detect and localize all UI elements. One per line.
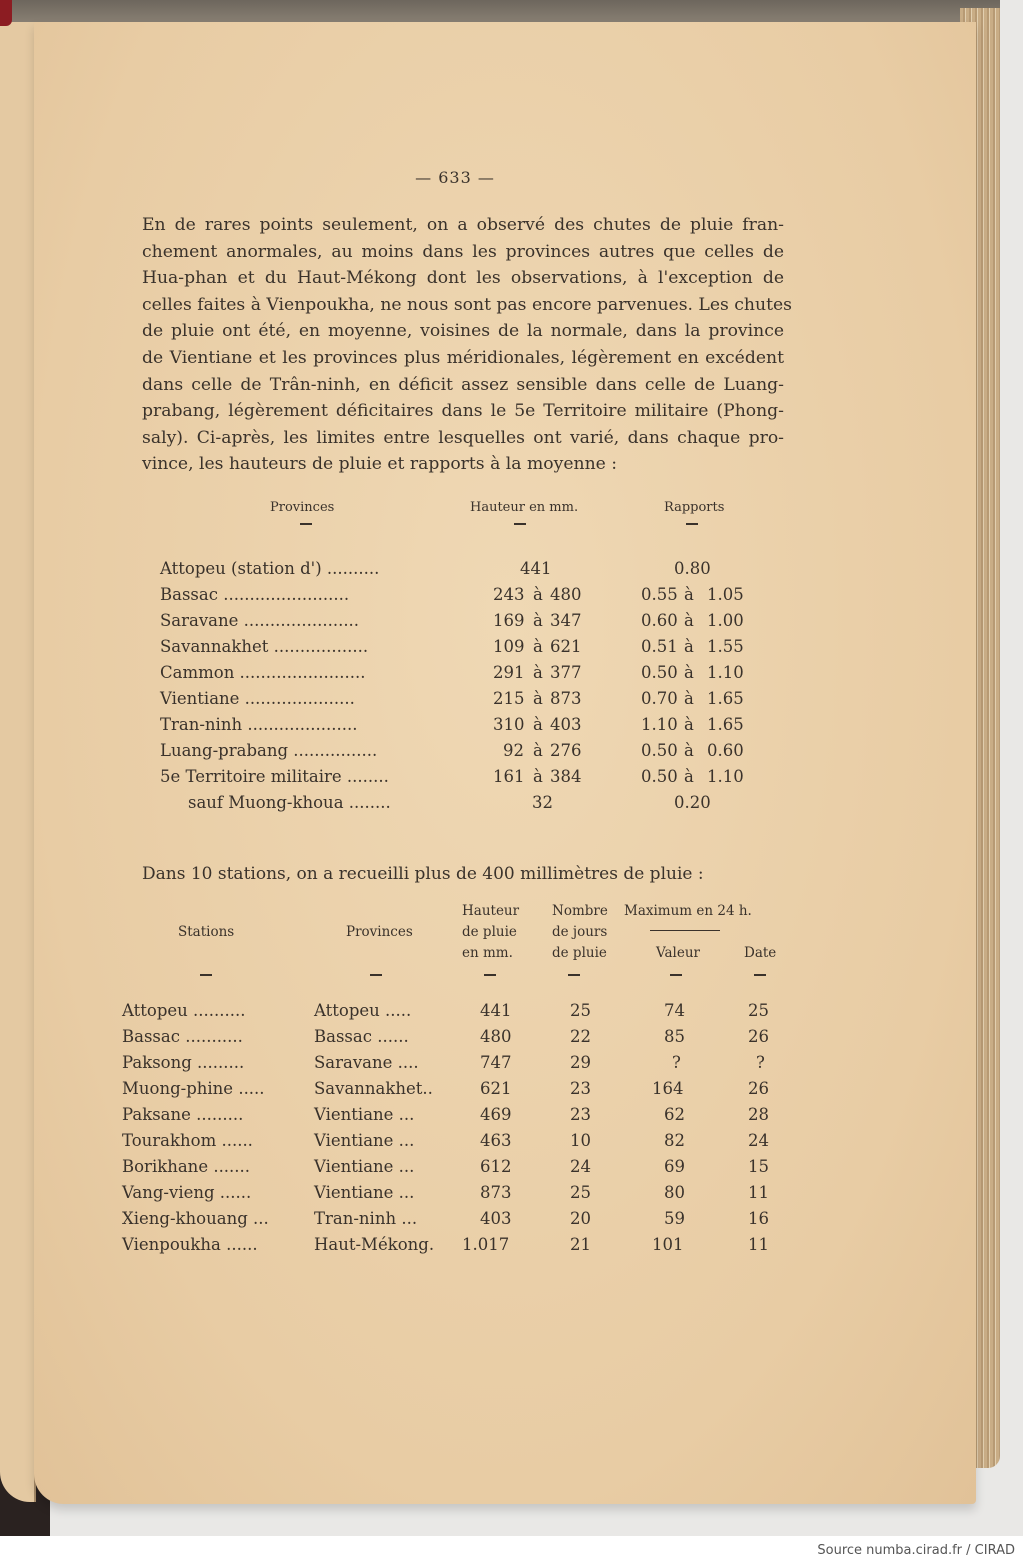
jours-value: 20	[570, 1209, 591, 1228]
date-value: 11	[748, 1235, 769, 1254]
column-header-nombre: Nombre de jours de pluie	[552, 903, 608, 961]
paragraph-line: vince, les hauteurs de pluie et rapports à la moyenne :	[142, 454, 618, 475]
hauteur-min: 169	[493, 611, 525, 630]
column-header-rapports: Rapports	[664, 500, 725, 515]
paragraph-line: En de rares points seulement, on a observé des chutes de pluie fran-	[142, 215, 784, 235]
header-dash	[754, 974, 766, 976]
table-row	[122, 1079, 802, 1105]
date-value: 25	[748, 1001, 769, 1020]
date-value: 28	[748, 1105, 769, 1124]
province-name: Vientiane ...	[314, 1131, 415, 1150]
paragraph-line: chement anormales, au moins dans les provinces autres que celles de	[142, 241, 784, 262]
rapport-max: 1.65	[707, 689, 744, 708]
table-row	[122, 1131, 802, 1157]
station-name: Paksane .........	[122, 1105, 244, 1124]
range-word: à	[533, 767, 543, 786]
column-header-maximum: Maximum en 24 h.	[624, 903, 752, 919]
hauteur-value: 480	[480, 1027, 512, 1046]
jours-value: 10	[570, 1131, 591, 1150]
paragraph-line: prabang, légèrement déficitaires dans le 5e Territoire militaire (Phong-	[142, 401, 784, 422]
hauteur-min: 291	[493, 663, 525, 682]
province-name: Savannakhet..	[314, 1079, 433, 1098]
table-row	[160, 715, 780, 741]
province-name: Saravane ....	[314, 1053, 419, 1072]
station-name: Vienpoukha ......	[122, 1235, 258, 1254]
hauteur-value: 441	[520, 559, 552, 578]
rapport-min: 0.51	[641, 637, 678, 656]
bookmark-ribbon	[0, 0, 12, 26]
province-name: Cammon ........................	[160, 663, 366, 682]
range-word: à	[533, 611, 543, 630]
rapport-min: 0.60	[641, 611, 678, 630]
province-name: Vientiane ...	[314, 1157, 415, 1176]
range-word: à	[533, 637, 543, 656]
valeur-value: 62	[664, 1105, 685, 1124]
province-name: Luang-prabang ................	[160, 741, 378, 760]
hauteur-value: 747	[480, 1053, 512, 1072]
station-name: Tourakhom ......	[122, 1131, 253, 1150]
rapport-max: 1.55	[707, 637, 744, 656]
column-header-valeur: Valeur	[656, 945, 701, 961]
table-row	[160, 689, 780, 715]
hauteur-value: 469	[480, 1105, 512, 1124]
range-word: à	[684, 715, 694, 734]
hauteur-max: 403	[550, 715, 582, 734]
header-dash	[484, 974, 496, 976]
hauteur-min: 243	[493, 585, 525, 604]
range-word: à	[684, 741, 694, 760]
table-row	[160, 559, 780, 585]
valeur-value: 101	[652, 1235, 684, 1254]
table-row	[122, 1027, 802, 1053]
province-name: Bassac ........................	[160, 585, 350, 604]
column-header-provinces: Provinces	[270, 500, 335, 515]
province-name: Vientiane ...	[314, 1183, 415, 1202]
valeur-value: 59	[664, 1209, 685, 1228]
hauteur-max: 347	[550, 611, 582, 630]
date-value: 26	[748, 1079, 769, 1098]
hauteur-max: 384	[550, 767, 582, 786]
table-row	[160, 793, 780, 819]
station-name: Vang-vieng ......	[122, 1183, 252, 1202]
hauteur-max: 621	[550, 637, 582, 656]
rapport-min: 0.70	[641, 689, 678, 708]
second-table-intro: Dans 10 stations, on a recueilli plus de 400 millimètres de pluie :	[142, 864, 704, 884]
hauteur-min: 92	[503, 741, 524, 760]
range-word: à	[533, 663, 543, 682]
station-name: Muong-phine .....	[122, 1079, 265, 1098]
column-header-stations: Stations	[178, 924, 235, 940]
hauteur-max: 377	[550, 663, 582, 682]
table-row	[122, 1001, 802, 1027]
province-name: Attopeu .....	[314, 1001, 412, 1020]
range-word: à	[684, 585, 694, 604]
rapport-max: 1.10	[707, 767, 744, 786]
province-name: 5e Territoire militaire ........	[160, 767, 389, 786]
range-word: à	[684, 663, 694, 682]
valeur-value: 74	[664, 1001, 685, 1020]
header-dash	[200, 974, 212, 976]
range-word: à	[684, 767, 694, 786]
column-header-hauteur: Hauteur de pluie en mm.	[462, 903, 520, 961]
hauteur-max: 873	[550, 689, 582, 708]
table-row	[160, 663, 780, 689]
hauteur-value: 32	[532, 793, 553, 812]
column-header-hauteur: Hauteur en mm.	[470, 500, 579, 515]
hauteur-min: 109	[493, 637, 525, 656]
paragraph-line: dans celle de Trân-ninh, en déficit assez sensible dans celle de Luang-	[142, 374, 784, 395]
province-name: Tran-ninh .....................	[160, 715, 358, 734]
range-word: à	[684, 637, 694, 656]
province-name: Saravane ......................	[160, 611, 360, 630]
date-value: 26	[748, 1027, 769, 1046]
body-paragraph	[142, 212, 792, 478]
station-name: Attopeu ..........	[122, 1001, 246, 1020]
table-row	[160, 611, 780, 637]
jours-value: 23	[570, 1105, 591, 1124]
valeur-value: 85	[664, 1027, 685, 1046]
province-name: Vientiane .....................	[160, 689, 355, 708]
station-name: Paksong .........	[122, 1053, 245, 1072]
rapport-max: 1.05	[707, 585, 744, 604]
valeur-value: 80	[664, 1183, 685, 1202]
valeur-value: 82	[664, 1131, 685, 1150]
table-row	[122, 1157, 802, 1183]
rapport-min: 0.50	[641, 767, 678, 786]
table-row	[122, 1053, 802, 1079]
rapport-min: 0.55	[641, 585, 678, 604]
left-page-edge	[0, 22, 36, 1502]
hauteur-min: 215	[493, 689, 525, 708]
paragraph-line: de pluie ont été, en moyenne, voisines de la normale, dans la province	[142, 321, 784, 342]
hauteur-value: 621	[480, 1079, 512, 1098]
province-name: sauf Muong-khoua ........	[188, 793, 391, 812]
hauteur-max: 480	[550, 585, 582, 604]
range-word: à	[684, 689, 694, 708]
header-dash	[514, 523, 526, 525]
province-name: Vientiane ...	[314, 1105, 415, 1124]
range-word: à	[684, 611, 694, 630]
jours-value: 22	[570, 1027, 591, 1046]
table-row	[122, 1235, 802, 1261]
date-value: 11	[748, 1183, 769, 1202]
paragraph-line: saly). Ci-après, les limites entre lesquelles ont varié, dans chaque pro-	[142, 427, 784, 448]
rapport-max: 1.10	[707, 663, 744, 682]
province-name: Bassac ......	[314, 1027, 409, 1046]
table-row	[122, 1209, 802, 1235]
jours-value: 23	[570, 1079, 591, 1098]
range-word: à	[533, 741, 543, 760]
hauteur-value: 403	[480, 1209, 512, 1228]
hauteur-value: 441	[480, 1001, 512, 1020]
province-name: Savannakhet ..................	[160, 637, 369, 656]
rapport-min: 1.10	[641, 715, 678, 734]
table-row	[160, 585, 780, 611]
table-row	[122, 1105, 802, 1131]
jours-value: 29	[570, 1053, 591, 1072]
station-name: Bassac ...........	[122, 1027, 243, 1046]
column-header-provinces: Provinces	[346, 924, 413, 940]
table-row	[122, 1183, 802, 1209]
province-name: Tran-ninh ...	[314, 1209, 418, 1228]
valeur-value: ?	[672, 1053, 681, 1072]
table-row	[160, 767, 780, 793]
header-dash	[686, 523, 698, 525]
paragraph-line: Hua-phan et du Haut-Mékong dont les observations, à l'exception de	[142, 268, 784, 289]
date-value: 16	[748, 1209, 769, 1228]
rapport-max: 1.65	[707, 715, 744, 734]
jours-value: 25	[570, 1001, 591, 1020]
book-cover-top	[0, 0, 1000, 24]
source-credit: Source numba.cirad.fr / CIRAD	[817, 1543, 1015, 1558]
paragraph-line: celles faites à Vienpoukha, ne nous sont pas encore parvenues. Les chutes	[142, 294, 792, 315]
date-value: 15	[748, 1157, 769, 1176]
province-name: Attopeu (station d') ..........	[160, 559, 380, 578]
station-name: Borikhane .......	[122, 1157, 251, 1176]
station-name: Xieng-khouang ...	[122, 1209, 269, 1228]
header-dash	[370, 974, 382, 976]
header-dash	[568, 974, 580, 976]
rapport-value: 0.80	[674, 559, 711, 578]
paragraph-line: de Vientiane et les provinces plus méridionales, légèrement en excédent	[142, 347, 784, 368]
rapport-value: 0.20	[674, 793, 711, 812]
date-value: 24	[748, 1131, 769, 1150]
hauteur-value: 873	[480, 1183, 512, 1202]
date-value: ?	[756, 1053, 765, 1072]
hauteur-min: 310	[493, 715, 525, 734]
header-dash	[300, 523, 312, 525]
jours-value: 24	[570, 1157, 591, 1176]
jours-value: 25	[570, 1183, 591, 1202]
range-word: à	[533, 715, 543, 734]
table-row	[160, 637, 780, 663]
column-header-date: Date	[744, 945, 777, 961]
valeur-value: 69	[664, 1157, 685, 1176]
province-name: Haut-Mékong.	[314, 1235, 435, 1254]
valeur-value: 164	[652, 1079, 684, 1098]
hauteur-value: 463	[480, 1131, 512, 1150]
rapport-min: 0.50	[641, 663, 678, 682]
range-word: à	[533, 585, 543, 604]
hauteur-max: 276	[550, 741, 582, 760]
header-dash	[670, 974, 682, 976]
rapport-max: 1.00	[707, 611, 744, 630]
page-number: — 633 —	[415, 168, 495, 187]
header-rule	[650, 930, 720, 931]
jours-value: 21	[570, 1235, 591, 1254]
hauteur-value: 1.017	[462, 1235, 510, 1254]
rapport-min: 0.50	[641, 741, 678, 760]
range-word: à	[533, 689, 543, 708]
hauteur-value: 612	[480, 1157, 512, 1176]
hauteur-min: 161	[493, 767, 525, 786]
rapport-max: 0.60	[707, 741, 744, 760]
table-row	[160, 741, 780, 767]
